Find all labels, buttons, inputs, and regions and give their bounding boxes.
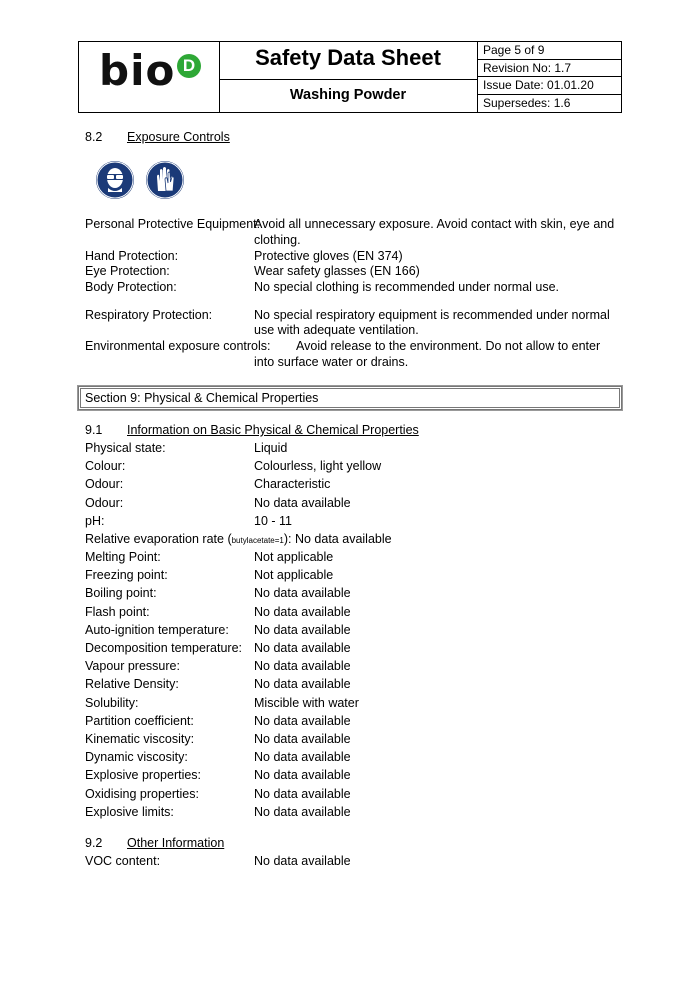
safety-glasses-icon	[96, 161, 134, 199]
hand-value: Protective gloves (EN 374)	[254, 249, 403, 263]
subsection-title: Information on Basic Physical & Chemical Properties	[127, 423, 419, 437]
body-label: Body Protection:	[85, 280, 177, 294]
voc-label: VOC content:	[85, 854, 161, 868]
document-title: Safety Data Sheet	[255, 45, 441, 70]
evaporation-value: ): No data available	[283, 532, 392, 546]
property-label: Physical state:	[85, 441, 166, 455]
subsection-title: Other Information	[127, 836, 225, 850]
page-number: Page 5 of 9	[478, 42, 621, 60]
property-label: Explosive limits:	[85, 804, 174, 819]
voc-value: No data available	[254, 854, 351, 868]
property-label: pH:	[85, 513, 105, 528]
property-label: Partition coefficient:	[85, 713, 194, 728]
environmental-value: Avoid release to the environment. Do not allow to enter	[296, 339, 601, 353]
logo-cell	[79, 42, 220, 112]
evaporation-reference: butylacetate=1	[231, 536, 284, 545]
property-label: Boiling point:	[85, 586, 157, 601]
property-label: Oxidising properties:	[85, 786, 199, 801]
property-value: No data available	[254, 586, 351, 601]
body-value: No special clothing is recommended under normal use.	[254, 280, 560, 294]
ppe-label: Personal Protective Equipment:	[85, 217, 261, 231]
environmental-label: Environmental exposure controls:	[85, 339, 271, 353]
property-label: Flash point:	[85, 604, 150, 619]
evaporation-label: Relative evaporation rate (	[85, 532, 232, 546]
issue-date: Issue Date: 01.01.20	[478, 77, 621, 95]
property-value: Miscible with water	[254, 695, 359, 710]
property-label: Solubility:	[85, 695, 139, 710]
ppe-value: Avoid all unnecessary exposure. Avoid contact with skin, eye and	[254, 217, 615, 231]
property-value: Not applicable	[254, 550, 334, 564]
section-title: Exposure Controls	[127, 130, 230, 144]
property-label: Odour:	[85, 477, 124, 492]
eye-value: Wear safety glasses (EN 166)	[254, 264, 420, 278]
property-value: No data available	[254, 604, 351, 619]
supersedes: Supersedes: 1.6	[483, 95, 571, 110]
property-value: No data available	[254, 677, 351, 692]
property-value: No data available	[254, 641, 351, 655]
section-heading: Section 9: Physical & Chemical Properties	[85, 391, 319, 405]
respiratory-label: Respiratory Protection:	[85, 308, 213, 322]
property-value: No data available	[254, 622, 351, 637]
property-value: No data available	[254, 713, 351, 728]
property-value: No data available	[254, 659, 351, 674]
respiratory-value-cont: use with adequate ventilation.	[254, 323, 419, 337]
hand-label: Hand Protection:	[85, 249, 179, 263]
property-value: Characteristic	[254, 477, 331, 492]
property-value: Colourless, light yellow	[254, 459, 382, 474]
environmental-value-cont: into surface water or drains.	[254, 355, 409, 369]
document-info	[478, 42, 621, 112]
property-label: Decomposition temperature:	[85, 641, 243, 655]
property-value: No data available	[254, 750, 351, 765]
property-label: Kinematic viscosity:	[85, 732, 195, 746]
eye-label: Eye Protection:	[85, 264, 170, 278]
document-header	[78, 41, 622, 113]
property-value: No data available	[254, 804, 351, 819]
property-value: 10 - 11	[254, 513, 292, 528]
property-label: Melting Point:	[85, 550, 161, 564]
property-label: Auto-ignition temperature:	[85, 622, 229, 637]
revision-number: Revision No: 1.7	[478, 60, 621, 78]
property-value: No data available	[254, 768, 351, 783]
property-label: Dynamic viscosity:	[85, 750, 188, 765]
property-value: Not applicable	[254, 568, 334, 583]
section-banner	[78, 386, 622, 410]
property-label: Vapour pressure:	[85, 659, 180, 674]
subsection-number: 9.1	[85, 423, 103, 437]
property-label: Relative Density:	[85, 677, 179, 692]
property-value: No data available	[254, 786, 351, 801]
ppe-value-cont: clothing.	[254, 233, 301, 247]
title-cell	[219, 42, 478, 112]
property-label: Odour:	[85, 495, 124, 510]
property-label: Explosive properties:	[85, 768, 202, 783]
evaporation-row	[85, 532, 392, 546]
property-value: Liquid	[254, 441, 288, 455]
product-name: Washing Powder	[219, 79, 477, 112]
property-label: Freezing point:	[85, 568, 168, 583]
logo-badge: D	[177, 54, 201, 78]
company-logo: bio	[99, 46, 176, 95]
respiratory-value: No special respiratory equipment is recommended under normal	[254, 308, 610, 322]
section-number: 8.2	[85, 130, 103, 144]
property-value: No data available	[254, 732, 351, 746]
property-label: Colour:	[85, 459, 126, 474]
gloves-icon	[146, 161, 184, 199]
subsection-number: 9.2	[85, 836, 103, 850]
property-value: No data available	[254, 495, 351, 510]
